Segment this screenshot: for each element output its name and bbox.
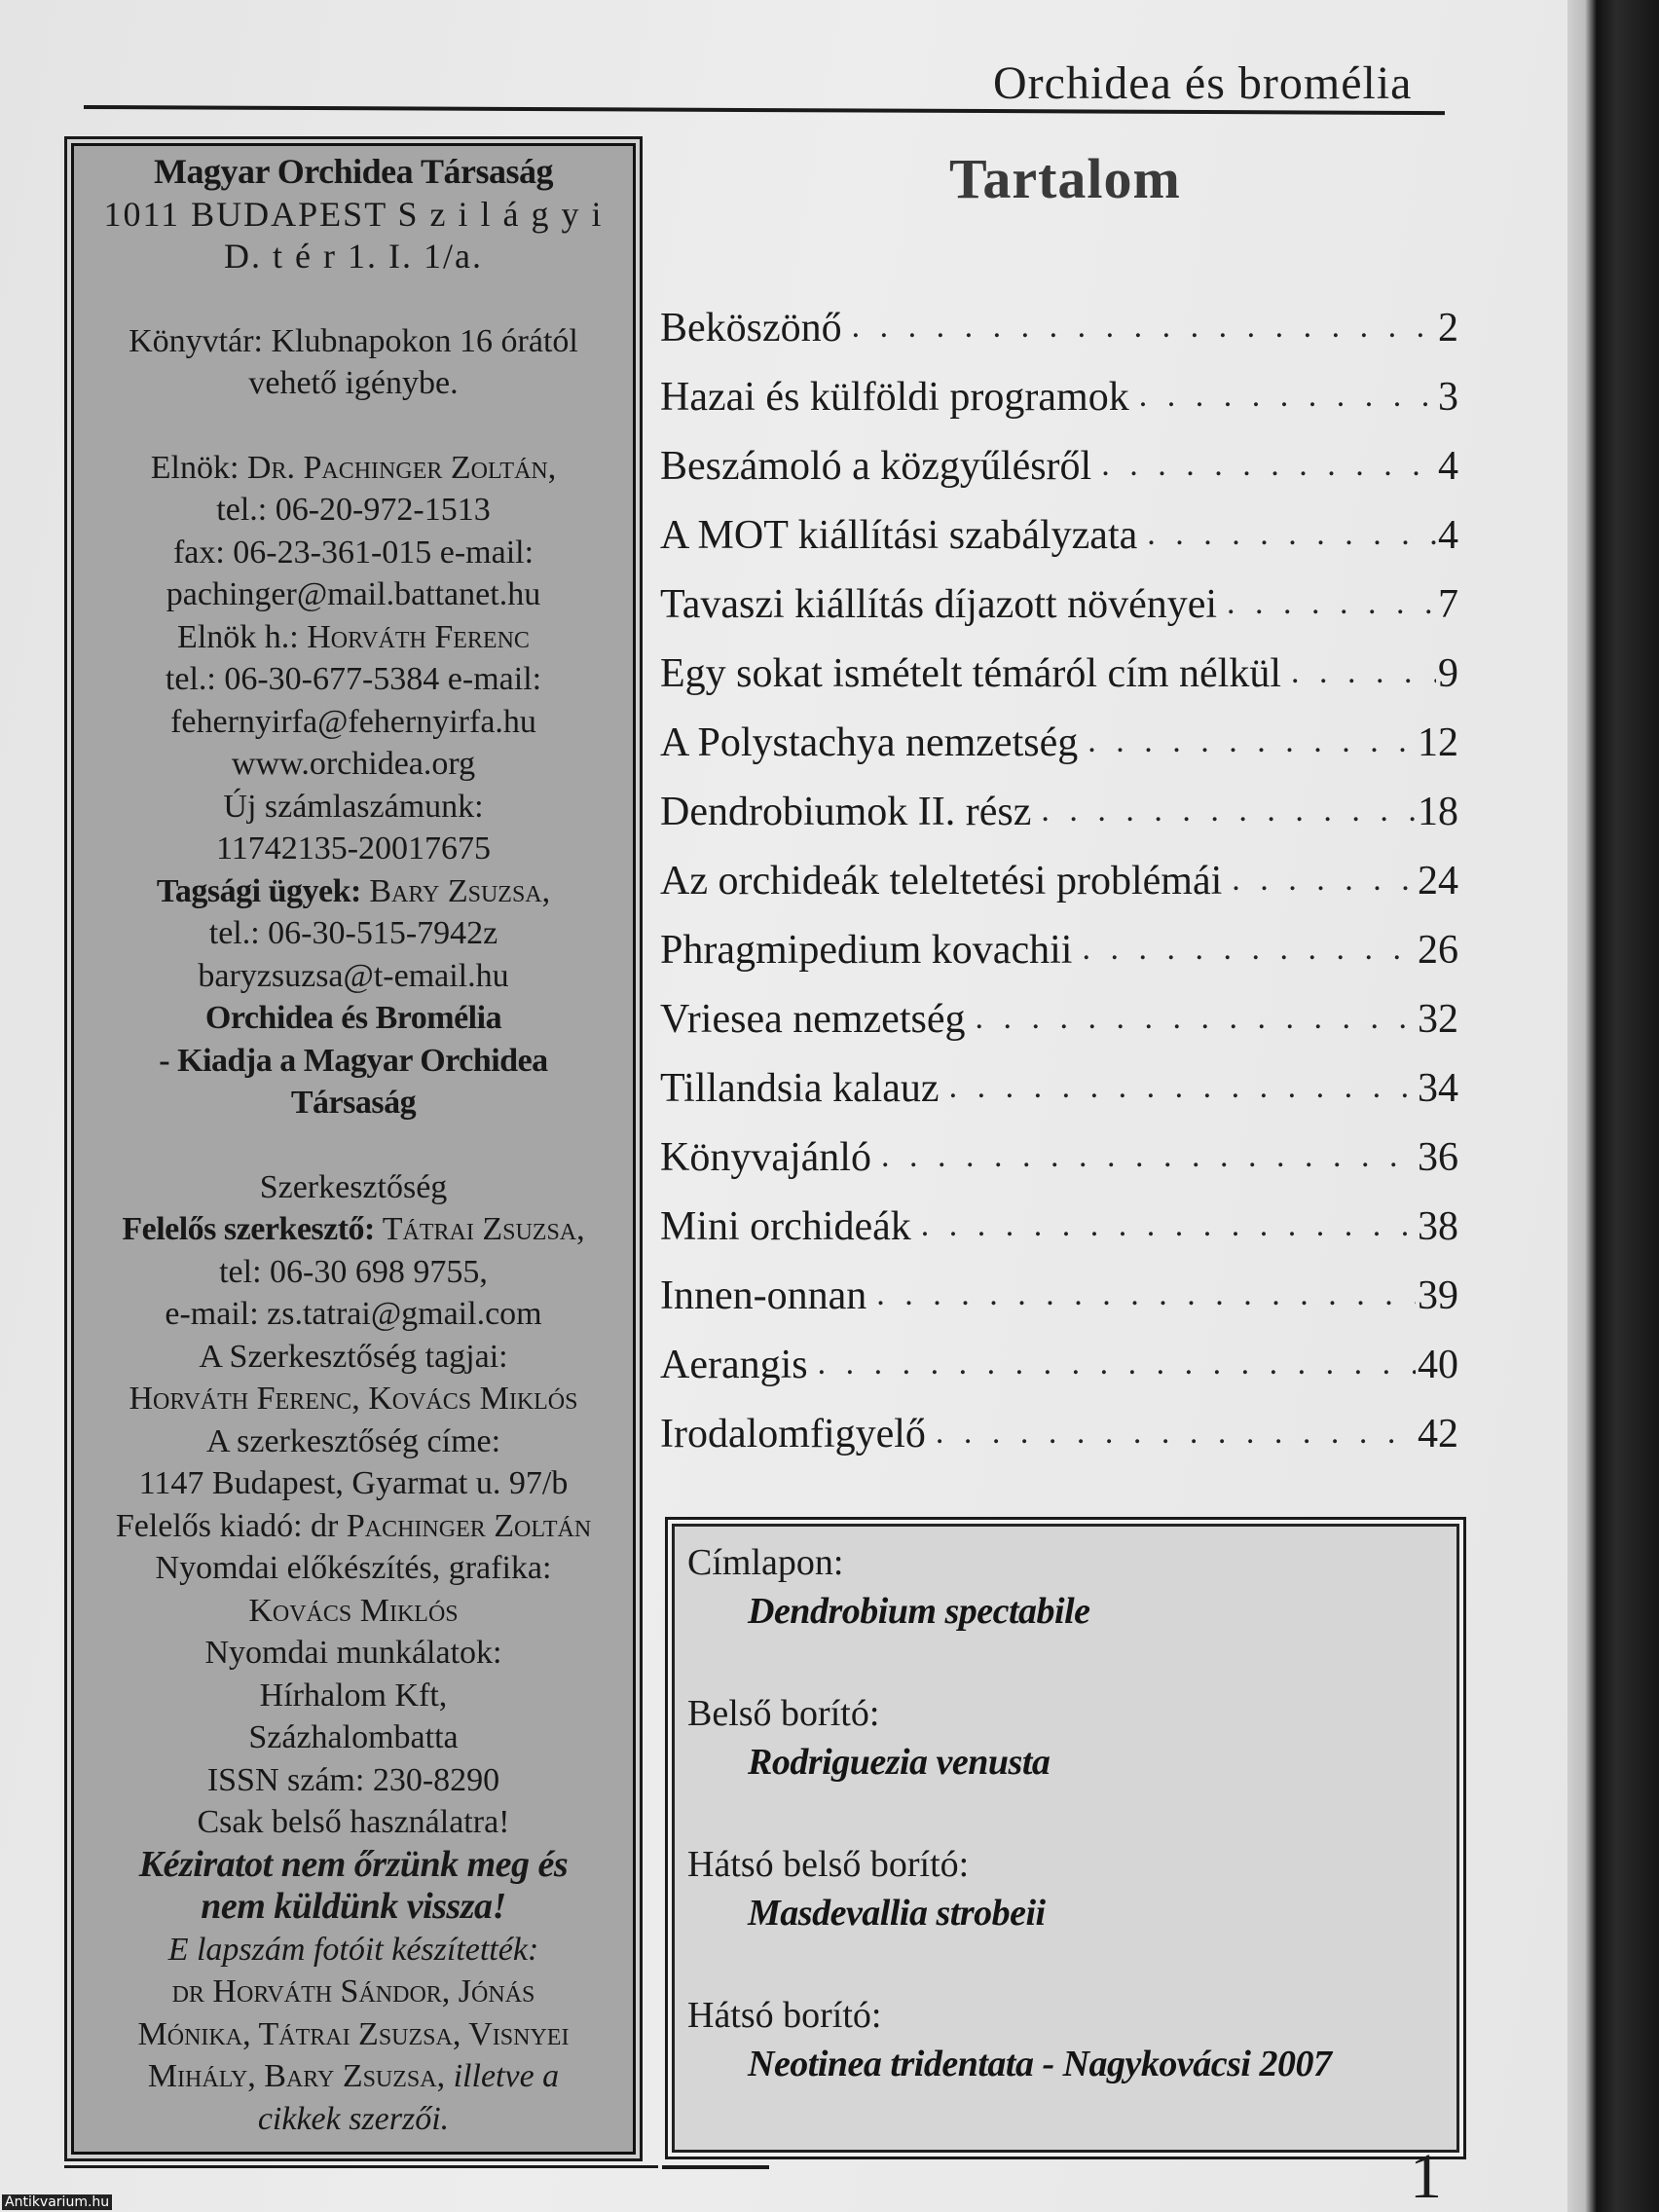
toc-item-title: Az orchideák teleltetési problémái	[660, 859, 1223, 903]
photos-line4-names: Mihály, Bary Zsuzsa,	[147, 2058, 446, 2094]
manuscript-line1: Kéziratot nem őrzünk meg és	[138, 1843, 569, 1885]
toc-leader	[818, 1346, 1416, 1388]
president-name: Dr. Pachinger Zoltán,	[246, 449, 557, 486]
members-names: Horváth Ferenc, Kovács Miklós	[129, 1381, 578, 1417]
toc-item[interactable]	[660, 1319, 1458, 1388]
library-line1: Könyvtár: Klubnapokon 16 órától	[129, 322, 578, 359]
account-number: 11742135-20017675	[215, 830, 492, 866]
vice-president-tel: tel.: 06-30-677-5384 e-mail:	[165, 661, 542, 697]
editorial-address: 1147 Budapest, Gyarmat u. 97/b	[138, 1465, 569, 1501]
table-of-contents	[660, 282, 1458, 1457]
cover-credit-species: Dendrobium spectabile	[748, 1591, 1090, 1632]
toc-item-title: Mini orchideák	[660, 1204, 911, 1249]
toc-leader	[1291, 654, 1436, 697]
toc-leader	[1139, 378, 1436, 421]
toc-leader	[1101, 447, 1436, 490]
toc-item-page: 39	[1418, 1273, 1458, 1318]
president-tel: tel.: 06-20-972-1513	[216, 492, 491, 528]
membership-label: Tagsági ügyek:	[156, 872, 361, 909]
toc-item-title: Aerangis	[660, 1343, 808, 1387]
toc-item-page: 18	[1418, 790, 1458, 834]
toc-item-page: 40	[1418, 1343, 1458, 1387]
toc-leader	[936, 1415, 1416, 1457]
membership-tel: tel.: 06-30-515-7942z	[208, 915, 498, 951]
issn: ISSN szám: 230-8290	[206, 1761, 500, 1798]
cover-credit-species: Neotinea tridentata - Nagykovácsi 2007	[748, 2044, 1332, 2084]
watermark: Antikvarium.hu	[2, 2194, 112, 2210]
toc-item-title: Phragmipedium kovachii	[660, 928, 1073, 973]
chief-editor-name: Tátrai Zsuzsa,	[374, 1211, 585, 1247]
toc-item[interactable]	[660, 628, 1458, 697]
cover-credit-label: Belső borító:	[687, 1693, 880, 1734]
toc-item-page: 4	[1438, 444, 1458, 489]
toc-item-title: Dendrobiumok II. rész	[660, 790, 1032, 834]
cover-credit-label: Hátsó belső borító:	[687, 1844, 970, 1885]
toc-leader	[1041, 793, 1416, 835]
toc-leader	[1232, 862, 1416, 904]
cover-credit	[687, 1692, 1444, 1843]
president-email: pachinger@mail.battanet.hu	[166, 576, 541, 612]
membership-line	[83, 870, 624, 913]
internal-use: Csak belső használatra!	[197, 1804, 510, 1840]
toc-item[interactable]	[660, 490, 1458, 559]
cover-credits-box	[665, 1517, 1466, 2159]
publisher-resp-name: Pachinger Zoltán	[346, 1507, 592, 1544]
toc-item-page: 26	[1418, 928, 1458, 973]
book-spine-edge	[1567, 0, 1659, 2212]
chief-editor-label: Felelős szerkesztő:	[122, 1211, 375, 1247]
cover-credit	[687, 1994, 1444, 2145]
toc-item[interactable]	[660, 559, 1458, 628]
cover-credit	[687, 1541, 1444, 1692]
toc-item[interactable]	[660, 1388, 1458, 1457]
toc-item[interactable]	[660, 1181, 1458, 1250]
toc-item-title: Tavaszi kiállítás díjazott növényei	[660, 582, 1218, 627]
president-line	[83, 447, 624, 490]
cover-credit-label: Címlapon:	[687, 1542, 844, 1583]
toc-item-title: Hazai és külföldi programok	[660, 375, 1129, 420]
org-address-line2: D. t é r 1. I. 1/a.	[224, 237, 483, 276]
prepress-label: Nyomdai előkészítés, grafika:	[155, 1550, 552, 1586]
toc-leader	[1088, 723, 1416, 766]
toc-item[interactable]	[660, 974, 1458, 1043]
toc-item-page: 38	[1418, 1204, 1458, 1249]
toc-item[interactable]	[660, 1112, 1458, 1181]
toc-item[interactable]	[660, 904, 1458, 974]
toc-item-title: Egy sokat ismételt témáról cím nélkül	[660, 651, 1282, 696]
photos-line4	[83, 2055, 624, 2098]
toc-item-title: Könyvajánló	[660, 1135, 871, 1180]
toc-leader	[921, 1207, 1416, 1250]
toc-item-title: Irodalomfigyelő	[660, 1412, 926, 1456]
toc-item-page: 34	[1418, 1066, 1458, 1111]
toc-item[interactable]	[660, 835, 1458, 904]
manuscript-line2: nem küldünk vissza!	[201, 1886, 506, 1927]
library-line2: vehető igénybe.	[248, 365, 459, 401]
chief-editor-email: e-mail: zs.tatrai@gmail.com	[165, 1296, 542, 1332]
cover-credit-species: Masdevallia strobeii	[748, 1893, 1046, 1934]
president-fax: fax: 06-23-361-015 e-mail:	[172, 534, 535, 571]
publisher-resp-line	[83, 1505, 624, 1548]
photos-line4-tail: illetve a	[445, 2058, 560, 2094]
toc-leader	[881, 1138, 1416, 1181]
toc-item-page: 7	[1438, 582, 1458, 627]
toc-item-title: A Polystachya nemzetség	[660, 720, 1079, 765]
prepress-name: Kovács Miklós	[248, 1592, 459, 1629]
toc-item-title: Vriesea nemzetség	[660, 997, 966, 1042]
toc-item[interactable]	[660, 421, 1458, 490]
photos-line5: cikkek szerzői.	[257, 2100, 450, 2137]
toc-leader	[1147, 516, 1436, 559]
toc-leader	[1227, 585, 1436, 628]
cover-credit-label: Hátsó borító:	[687, 1995, 882, 2036]
toc-item-page: 24	[1418, 859, 1458, 903]
toc-item-page: 2	[1438, 306, 1458, 350]
photos-line3: Mónika, Tátrai Zsuzsa, Visnyei	[137, 2015, 570, 2052]
toc-item-title: Innen-onnan	[660, 1273, 867, 1318]
printing-company: Hírhalom Kft,	[259, 1677, 448, 1714]
toc-item-page: 36	[1418, 1135, 1458, 1180]
toc-item-title: Beszámoló a közgyűlésről	[660, 444, 1092, 489]
page-number: 1	[1410, 2141, 1442, 2212]
printing-city: Százhalombatta	[248, 1719, 459, 1755]
running-head: Orchidea és bromélia	[993, 57, 1413, 109]
org-name: Magyar Orchidea Társaság	[154, 152, 553, 191]
toc-item-page: 32	[1418, 997, 1458, 1042]
vice-president-line	[83, 616, 624, 659]
toc-item[interactable]	[660, 697, 1458, 766]
imprint-sidebar	[64, 136, 643, 2161]
publisher-line1: Orchidea és Bromélia	[204, 1000, 502, 1036]
toc-leader	[1082, 931, 1416, 974]
chief-editor-tel: tel: 06-30 698 9755,	[219, 1253, 488, 1290]
org-address-line1: 1011 BUDAPEST S z i l á g y i	[103, 194, 604, 234]
printing-label: Nyomdai munkálatok:	[204, 1635, 502, 1671]
footer-rule-left	[64, 2165, 658, 2168]
toc-item-page: 4	[1438, 513, 1458, 558]
members-label: A Szerkesztőség tagjai:	[199, 1338, 508, 1375]
cover-credit	[687, 1843, 1444, 1994]
editorial-label: Szerkesztőség	[259, 1168, 448, 1205]
footer-rule	[662, 2165, 769, 2169]
toc-item-page: 3	[1438, 375, 1458, 420]
president-prefix: Elnök:	[150, 449, 247, 486]
chief-editor-line	[83, 1208, 624, 1251]
toc-leader	[975, 1000, 1416, 1043]
toc-item-page: 12	[1418, 720, 1458, 765]
account-label: Új számlaszámunk:	[223, 788, 484, 825]
publisher-resp-prefix: Felelős kiadó: dr	[115, 1507, 347, 1544]
toc-item[interactable]	[660, 1043, 1458, 1112]
photos-line1: E lapszám fotóit készítették:	[167, 1931, 539, 1968]
toc-item-page: 9	[1438, 651, 1458, 696]
toc-item[interactable]	[660, 351, 1458, 421]
photos-line2: dr Horváth Sándor, Jónás	[171, 1973, 535, 2009]
toc-leader	[852, 309, 1436, 351]
toc-title: Tartalom	[949, 147, 1181, 210]
toc-leader	[949, 1069, 1416, 1112]
toc-leader	[876, 1276, 1416, 1319]
toc-item-page: 42	[1418, 1412, 1458, 1456]
toc-item[interactable]	[660, 766, 1458, 835]
toc-item-title: Tillandsia kalauz	[660, 1066, 940, 1111]
toc-item-title: Beköszönő	[660, 306, 842, 350]
toc-item[interactable]	[660, 282, 1458, 351]
editorial-address-label: A szerkesztőség címe:	[205, 1422, 501, 1459]
toc-item[interactable]	[660, 1250, 1458, 1319]
vice-president-email: fehernyirfa@fehernyirfa.hu	[170, 703, 536, 740]
vice-prefix: Elnök h.:	[177, 618, 308, 655]
membership-email: baryzsuzsa@t-email.hu	[198, 957, 509, 994]
cover-credit-species: Rodriguezia venusta	[748, 1742, 1051, 1783]
publisher-line3: Társaság	[290, 1085, 417, 1121]
toc-item-title: A MOT kiállítási szabályzata	[660, 513, 1138, 558]
membership-name: Bary Zsuzsa,	[360, 872, 551, 909]
vice-president-name: Horváth Ferenc	[307, 618, 530, 655]
publisher-line2: - Kiadja a Magyar Orchidea	[159, 1042, 548, 1079]
website: www.orchidea.org	[231, 746, 476, 782]
